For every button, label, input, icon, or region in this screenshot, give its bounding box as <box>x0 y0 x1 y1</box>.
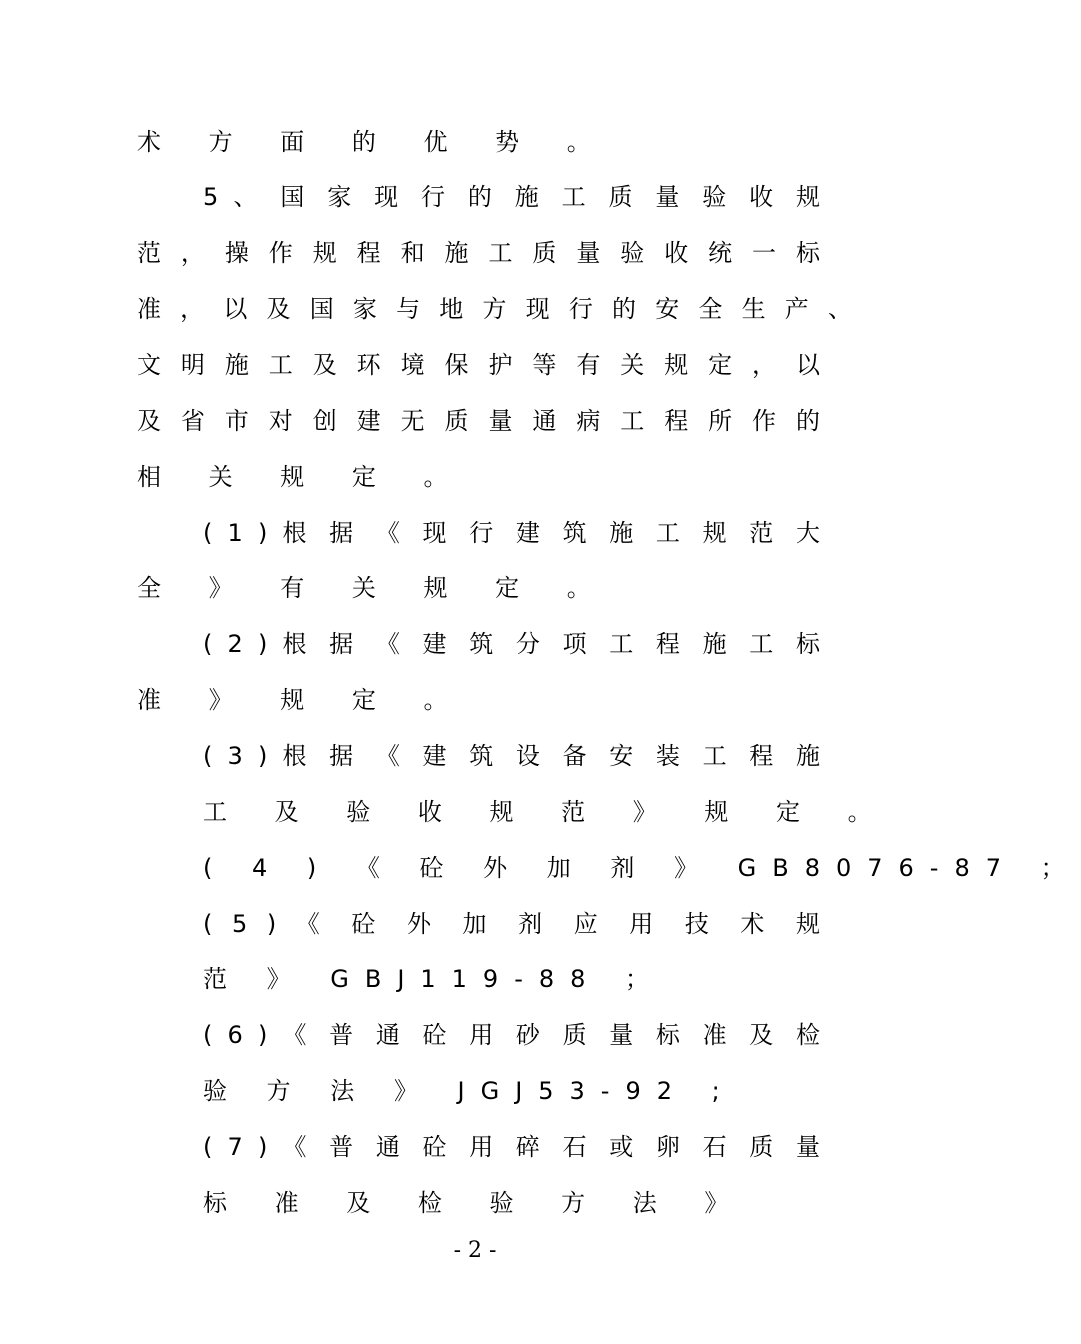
text-line-8: ( 1 ) 根 据 《 现 行 建 筑 施 工 规 范 大 <box>203 519 820 547</box>
text-line-3: 范 ， 操 作 规 程 和 施 工 质 量 验 收 统 一 标 <box>137 239 820 267</box>
text-line-17: ( 6 ) 《 普 通 砼 用 砂 质 量 标 准 及 检 <box>203 1021 820 1049</box>
text-line-7: 相 关 规 定 。 <box>137 463 468 491</box>
text-line-12: ( 3 ) 根 据 《 建 筑 设 备 安 装 工 程 施 <box>203 742 820 770</box>
text-line-5: 文 明 施 工 及 环 境 保 护 等 有 关 规 定 ， 以 <box>137 351 820 379</box>
text-line-14: ( 4 ) 《 砼 外 加 剂 》 GB8076-87 ； <box>203 854 1081 882</box>
text-line-9: 全 》 有 关 规 定 。 <box>137 574 611 602</box>
text-line-18: 验 方 法 》 JGJ53-92 ; <box>203 1077 736 1105</box>
text-line-6: 及 省 市 对 创 建 无 质 量 通 病 工 程 所 作 的 <box>137 407 820 435</box>
text-line-13: 工 及 验 收 规 范 》 规 定 。 <box>203 798 892 826</box>
text-line-15: ( 5 ) 《 砼 外 加 剂 应 用 技 术 规 <box>203 910 820 938</box>
text-line-19: ( 7 ) 《 普 通 砼 用 碎 石 或 卵 石 质 量 <box>203 1133 820 1161</box>
page-number: - 2 - <box>453 1238 497 1263</box>
text-line-2: 5 、 国 家 现 行 的 施 工 质 量 验 收 规 <box>203 183 820 211</box>
text-line-20: 标 准 及 检 验 方 法 》 <box>203 1189 749 1217</box>
text-line-10: ( 2 ) 根 据 《 建 筑 分 项 工 程 施 工 标 <box>203 630 820 658</box>
text-line-11: 准 》 规 定 。 <box>137 686 468 714</box>
text-line-1: 术 方 面 的 优 势 。 <box>137 128 611 156</box>
text-line-16: 范 》 GBJ119-88 ； <box>203 965 666 993</box>
text-line-4: 准 ， 以 及 国 家 与 地 方 现 行 的 安 全 生 产 、 <box>137 295 852 323</box>
